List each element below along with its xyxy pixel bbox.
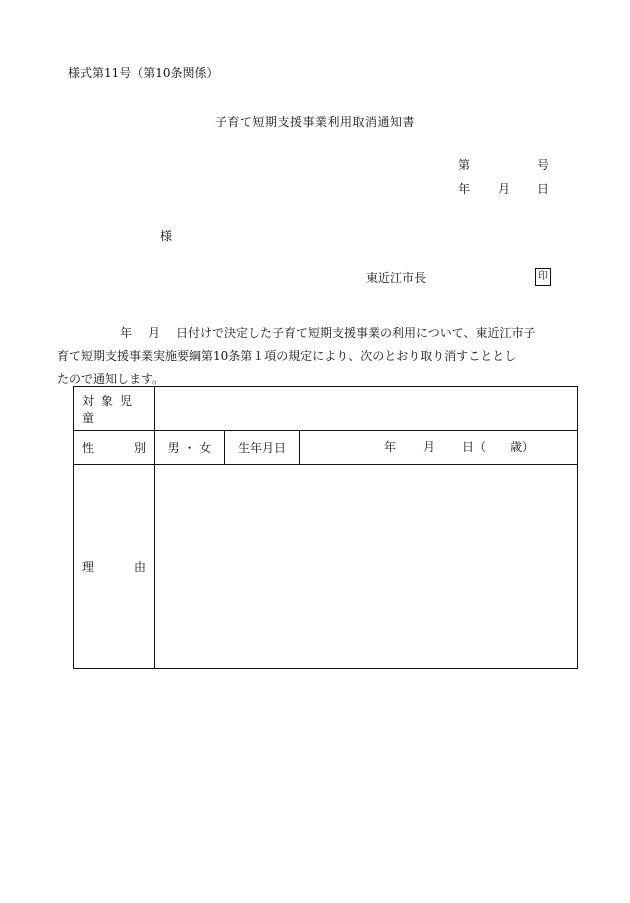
number-prefix: 第 — [458, 158, 471, 172]
form-id: 様式第11号（第10条関係） — [68, 66, 219, 80]
sex-label-2: 別 — [133, 441, 146, 455]
issue-date-month: 月 — [498, 182, 511, 196]
issuer-name: 東近江市長 — [366, 271, 427, 285]
birth-age: 歳） — [510, 439, 535, 454]
addressee-suffix: 様 — [160, 229, 173, 243]
body-year: 年 — [120, 326, 133, 340]
child-info-table — [73, 386, 578, 669]
body-line-3: たので通知します。 — [57, 372, 165, 386]
table-row-child — [74, 387, 578, 431]
body-line-1-text: 日付けで決定した子育て短期支援事業の利用について、東近江市子 — [176, 326, 536, 340]
sex-options-field[interactable]: 男 ・ 女 — [155, 431, 225, 465]
child-name-field[interactable] — [155, 387, 578, 431]
birth-day: 日（ — [462, 439, 487, 454]
reason-label-1: 理 — [82, 560, 95, 574]
reason-field[interactable] — [155, 465, 578, 669]
birth-date-label: 生年月日 — [225, 431, 300, 465]
body-line-2: 育て短期支援事業実施要綱第10条第１項の規定により、次のとおり取り消すこととし — [57, 349, 517, 363]
body-month: 月 — [148, 326, 161, 340]
child-label: 対象児童 — [74, 387, 155, 431]
seal-mark: 印 — [535, 268, 551, 286]
birth-date-field[interactable] — [300, 431, 578, 465]
birth-year: 年 — [384, 439, 397, 454]
reason-label-cell — [74, 465, 155, 669]
table-row-reason — [74, 465, 578, 669]
sex-label-cell — [74, 431, 155, 465]
body-line-1 — [57, 322, 573, 345]
birth-month: 月 — [423, 439, 436, 454]
document-title: 子育て短期支援事業利用取消通知書 — [214, 115, 415, 129]
issue-date-year: 年 — [458, 182, 471, 196]
issue-date-day: 日 — [537, 182, 550, 196]
reason-label-2: 由 — [133, 560, 146, 574]
table-row-sex — [74, 431, 578, 465]
number-suffix: 号 — [537, 158, 550, 172]
notice-body — [57, 322, 573, 391]
sex-label-1: 性 — [82, 441, 95, 455]
